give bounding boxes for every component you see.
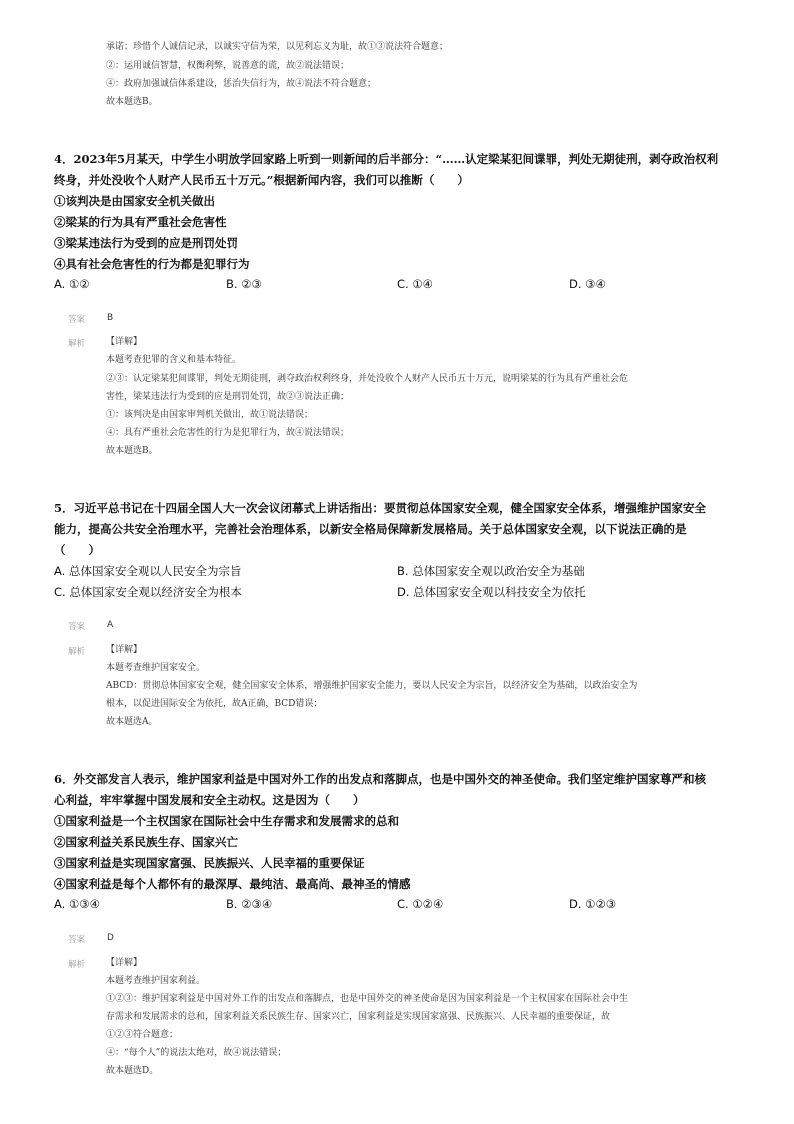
statement-item: ①该判决是由国家安全机关做出	[54, 194, 215, 208]
answer-value: A	[107, 620, 114, 630]
explanation-line: 存需求和发展需求的总和，国家利益关系民族生存、国家兴亡，国家利益是实现国家富强、民族振兴、人民幸福的重要保证，故	[106, 1012, 611, 1022]
statement-item: ④国家利益是每个人都怀有的最深厚、最纯洁、最高尚、最神圣的情感	[54, 877, 411, 891]
question-stem: 6．外交部发言人表示，维护国家利益是中国对外工作的出发点和落脚点，也是中国外交的神圣使命。我们坚定维护国家尊严和核	[54, 772, 706, 786]
explanation-line: ④：具有严重社会危害性的行为是犯罪行为，故④说法错误；	[106, 428, 350, 438]
option-c: C. ①②④	[397, 897, 444, 911]
explanation-line: 本题考查维护国家安全。	[106, 663, 206, 673]
option-a: A. ①③④	[54, 897, 100, 911]
option-d: D. ③④	[569, 277, 606, 291]
statement-item: ②梁某的行为具有严重社会危害性	[54, 215, 227, 229]
explanation-line: 故本题选D。	[106, 1066, 159, 1076]
explanation-line: ②：运用诚信智慧，权衡利弊，说善意的谎，故②说法错误；	[106, 61, 350, 71]
explanation-line: ④：政府加强诚信体系建设，惩治失信行为，故④说法不符合题意；	[106, 79, 377, 89]
explanation-line: ②③：认定梁某犯间谍罪，判处无期徒刑，剥夺政治权利终身，并处没收个人财产人民币五十万元，说明梁某的行为具有严重社会危	[106, 374, 629, 384]
question-stem: 心利益，牢牢掌握中国发展和安全主动权。这是因为（ ）	[54, 793, 365, 807]
explanation-line: 【详解】	[106, 958, 143, 968]
statement-item: ④具有社会危害性的行为都是犯罪行为	[54, 257, 250, 271]
option-c: C. 总体国家安全观以经济安全为根本	[54, 585, 242, 599]
question-stem: （ ）	[54, 543, 100, 557]
option-d: D. 总体国家安全观以科技安全为依托	[397, 585, 586, 599]
analysis-label: 解析	[68, 647, 86, 657]
option-a: A. ①②	[54, 277, 90, 291]
question-stem: 5．习近平总书记在十四届全国人大一次会议闭幕式上讲话指出：要贯彻总体国家安全观，健全国家安全体系，增强维护国家安全	[54, 501, 706, 515]
explanation-line: 故本题选A。	[106, 717, 158, 727]
analysis-label: 解析	[68, 960, 86, 970]
answer-label: 答案	[68, 622, 86, 632]
statement-item: ②国家利益关系民族生存、国家兴亡	[54, 835, 238, 849]
option-d: D. ①②③	[569, 897, 617, 911]
explanation-line: 【详解】	[106, 337, 143, 347]
explanation-line: ①②③：维护国家利益是中国对外工作的出发点和落脚点，也是中国外交的神圣使命是因为国家利益是一个主权国家在国际社会中生	[106, 994, 629, 1004]
explanation-line: 根本，以促进国际安全为依托，故A正确，BCD错误；	[106, 699, 323, 709]
option-c: C. ①④	[397, 277, 433, 291]
option-b: B. ②③	[226, 277, 262, 291]
answer-value: B	[107, 313, 114, 323]
explanation-line: ①：该判决是由国家审判机关做出，故①说法错误；	[106, 410, 314, 420]
explanation-line: ④：“每个人”的说法太绝对，故④说法错误；	[106, 1048, 287, 1058]
question-stem: 终身，并处没收个人财产人民币五十万元。”根据新闻内容，我们可以推断（ ）	[54, 173, 469, 187]
option-a: A. 总体国家安全观以人民安全为宗旨	[54, 564, 242, 578]
analysis-label: 解析	[68, 339, 86, 349]
question-stem: 4．2023年5月某天，中学生小明放学回家路上听到一则新闻的后半部分：“……认定梁某犯间谍罪，判处无期徒刑，剥夺政治权利	[54, 152, 719, 166]
option-b: B. 总体国家安全观以政治安全为基础	[397, 564, 585, 578]
statement-item: ③国家利益是实现国家富强、民族振兴、人民幸福的重要保证	[54, 856, 365, 870]
explanation-line: 本题考查犯罪的含义和基本特征。	[106, 355, 242, 365]
answer-value: D	[107, 933, 114, 943]
explanation-line: ①②③符合题意；	[106, 1030, 179, 1040]
option-b: B. ②③④	[226, 897, 273, 911]
explanation-line: 本题考查维护国家利益。	[106, 976, 206, 986]
answer-label: 答案	[68, 315, 86, 325]
explanation-line: 故本题选B。	[106, 97, 158, 107]
explanation-line: 故本题选B。	[106, 446, 158, 456]
explanation-line: 【详解】	[106, 645, 143, 655]
statement-item: ①国家利益是一个主权国家在国际社会中生存需求和发展需求的总和	[54, 814, 399, 828]
explanation-line: 承诺；珍惜个人诚信记录，以诚实守信为荣，以见利忘义为耻，故①③说法符合题意；	[106, 42, 449, 52]
explanation-line: 害性，梁某违法行为受到的应是刑罚处罚，故②③说法正确；	[106, 392, 350, 402]
statement-item: ③梁某违法行为受到的应是刑罚处罚	[54, 236, 238, 250]
answer-label: 答案	[68, 935, 86, 945]
question-stem: 能力，提高公共安全治理水平，完善社会治理体系，以新安全格局保障新发展格局。关于总体国家安全观，以下说法正确的是	[54, 522, 687, 536]
explanation-line: ABCD：贯彻总体国家安全观，健全国家安全体系，增强维护国家安全能力，要以人民安全为宗旨，以经济安全为基础，以政治安全为	[106, 681, 638, 691]
